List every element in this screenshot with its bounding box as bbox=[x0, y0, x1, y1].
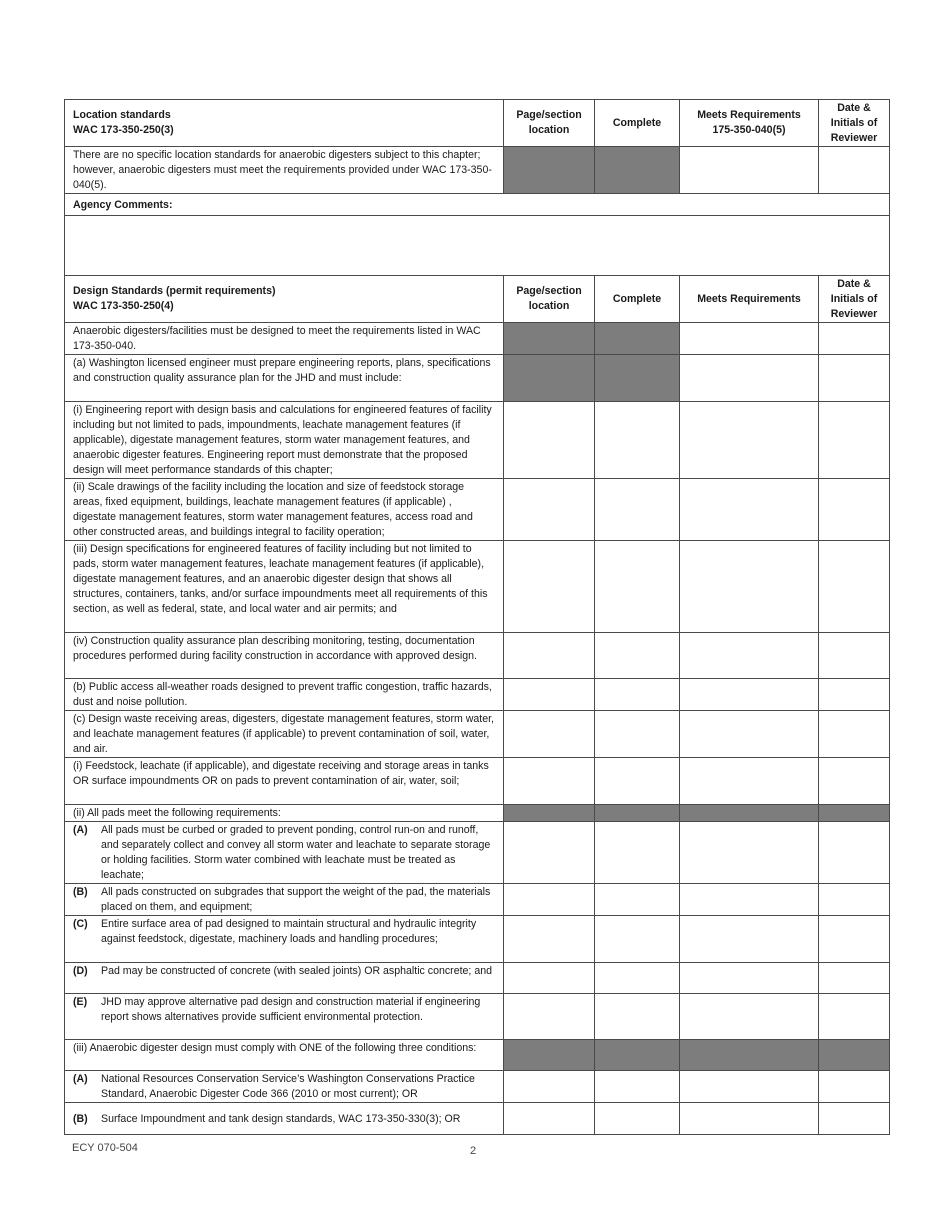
item-letter: (D) bbox=[73, 965, 88, 977]
page-cell[interactable] bbox=[504, 916, 595, 963]
reviewer-cell[interactable] bbox=[819, 994, 890, 1040]
row-text: (iv) Construction quality assurance plan describing monitoring, testing, documentation procedures performed during facility construction in accordance with approved design. bbox=[65, 633, 504, 679]
table-row bbox=[65, 994, 890, 1040]
meets-cell[interactable] bbox=[680, 758, 819, 805]
complete-cell[interactable] bbox=[595, 479, 680, 541]
design-header-row bbox=[65, 276, 890, 323]
item-letter: (C) bbox=[73, 918, 88, 930]
col-page-section: Page/section location bbox=[504, 100, 595, 147]
page-cell[interactable] bbox=[504, 963, 595, 994]
shaded-cell bbox=[680, 1040, 819, 1071]
reviewer-cell[interactable] bbox=[819, 758, 890, 805]
meets-cell[interactable] bbox=[680, 633, 819, 679]
table-row bbox=[65, 963, 890, 994]
row-text: There are no specific location standards for anaerobic digesters subject to this chapter; however, anaerobic digesters must meet the requirements provided under WAC 173-350-040(5). bbox=[65, 147, 504, 194]
agency-comments-field[interactable] bbox=[65, 216, 890, 276]
design-section-title: Design Standards (permit requirements) WAC 173-350-250(4) bbox=[65, 276, 504, 323]
meets-cell[interactable] bbox=[680, 711, 819, 758]
complete-cell[interactable] bbox=[595, 994, 680, 1040]
page-cell[interactable] bbox=[504, 633, 595, 679]
row-text: (i) Engineering report with design basis and calculations for engineered features of facility including but not limited to pads, impoundments, leachate management features (if applicable), digestate management features, storm water management features, and anaerobic digester features. Engineering report must demonstrate that the proposed design will meet performance standards of this chapter; bbox=[65, 402, 504, 479]
shaded-cell bbox=[504, 805, 595, 822]
condition-item bbox=[65, 1103, 504, 1135]
table-row bbox=[65, 758, 890, 805]
complete-cell[interactable] bbox=[595, 963, 680, 994]
reviewer-cell[interactable] bbox=[819, 679, 890, 711]
complete-cell[interactable] bbox=[595, 1071, 680, 1103]
complete-cell[interactable] bbox=[595, 633, 680, 679]
condition-item bbox=[65, 1071, 504, 1103]
complete-cell[interactable] bbox=[595, 916, 680, 963]
shaded-cell bbox=[504, 1040, 595, 1071]
table-row bbox=[65, 1071, 890, 1103]
item-letter: (B) bbox=[73, 1112, 88, 1125]
page-cell[interactable] bbox=[504, 884, 595, 916]
reviewer-cell[interactable] bbox=[819, 633, 890, 679]
reviewer-cell[interactable] bbox=[819, 402, 890, 479]
meets-cell[interactable] bbox=[680, 916, 819, 963]
complete-cell[interactable] bbox=[595, 402, 680, 479]
complete-cell[interactable] bbox=[595, 884, 680, 916]
item-text: Surface Impoundment and tank design standards, WAC 173-350-330(3); OR bbox=[101, 1112, 461, 1125]
col-complete: Complete bbox=[595, 100, 680, 147]
meets-cell[interactable] bbox=[680, 884, 819, 916]
row-text: (i) Feedstock, leachate (if applicable), and digestate receiving and storage areas in tanks OR surface impoundments OR on pads to prevent contamination of air, water, soil; bbox=[65, 758, 504, 805]
item-letter: (A) bbox=[73, 1073, 88, 1085]
row-text: (iii) Design specifications for engineered features of facility including but not limited to pads, storm water management features, leachate management features (if applicable), digestate management features, and an anaerobic digester design that shows all structures, containers, tanks, and/or surface impoundments meet all requirements of this section, as well as federal, state, and local water and air permits; and bbox=[65, 541, 504, 633]
row-text: (a) Washington licensed engineer must prepare engineering reports, plans, specifications and construction quality assurance plan for the JHD and must include: bbox=[65, 355, 504, 402]
complete-cell[interactable] bbox=[595, 541, 680, 633]
table-row bbox=[65, 822, 890, 884]
location-header-row bbox=[65, 100, 890, 147]
page-cell[interactable] bbox=[504, 822, 595, 884]
shaded-cell bbox=[595, 147, 680, 194]
table-row bbox=[65, 1040, 890, 1071]
page-cell[interactable] bbox=[504, 402, 595, 479]
pad-item bbox=[65, 916, 504, 963]
table-row bbox=[65, 884, 890, 916]
reviewer-cell[interactable] bbox=[819, 884, 890, 916]
complete-cell[interactable] bbox=[595, 758, 680, 805]
table-row bbox=[65, 355, 890, 402]
agency-comments-label: Agency Comments: bbox=[65, 194, 890, 216]
table-row bbox=[65, 916, 890, 963]
pad-item bbox=[65, 884, 504, 916]
requirements-table bbox=[64, 99, 890, 1135]
table-row bbox=[65, 147, 890, 194]
meets-cell[interactable] bbox=[680, 479, 819, 541]
reviewer-cell[interactable] bbox=[819, 1103, 890, 1135]
agency-comments-label-row bbox=[65, 194, 890, 216]
table-row bbox=[65, 805, 890, 822]
item-letter: (E) bbox=[73, 996, 88, 1008]
complete-cell[interactable] bbox=[595, 822, 680, 884]
pad-item bbox=[65, 994, 504, 1040]
shaded-cell bbox=[504, 147, 595, 194]
form-number: ECY 070-504 bbox=[72, 1142, 138, 1154]
shaded-cell bbox=[595, 1040, 680, 1071]
agency-comments-row bbox=[65, 216, 890, 276]
shaded-cell bbox=[595, 805, 680, 822]
meets-cell[interactable] bbox=[680, 1103, 819, 1135]
complete-cell[interactable] bbox=[595, 711, 680, 758]
meets-cell[interactable] bbox=[680, 355, 819, 402]
meets-cell[interactable] bbox=[680, 822, 819, 884]
meets-cell[interactable] bbox=[680, 402, 819, 479]
row-text: (iii) Anaerobic digester design must comply with ONE of the following three conditions: bbox=[65, 1040, 504, 1071]
table-row bbox=[65, 323, 890, 355]
table-row bbox=[65, 633, 890, 679]
meets-cell[interactable] bbox=[680, 963, 819, 994]
item-text: All pads constructed on subgrades that support the weight of the pad, the materials placed on them, and equipment; bbox=[101, 886, 491, 913]
item-text: All pads must be curbed or graded to prevent ponding, control run-on and runoff, and separately collect and convey all storm water and leachate to separate storage or holding facilities. Storm water combined with leachate must be treated as leachate; bbox=[101, 824, 491, 881]
reviewer-cell[interactable] bbox=[819, 355, 890, 402]
item-letter: (A) bbox=[73, 824, 88, 836]
meets-cell[interactable] bbox=[680, 147, 819, 194]
reviewer-cell[interactable] bbox=[819, 822, 890, 884]
item-text: JHD may approve alternative pad design and construction material if engineering report shows alternatives provide sufficient environmental protection. bbox=[101, 996, 481, 1023]
item-text: National Resources Conservation Service’s Washington Conservations Practice Standard, Anaerobic Digester Code 366 (2010 or most current); OR bbox=[101, 1073, 475, 1100]
page-cell[interactable] bbox=[504, 679, 595, 711]
table-row bbox=[65, 402, 890, 479]
col-meets-requirements: Meets Requirements 175-350-040(5) bbox=[680, 100, 819, 147]
item-text: Pad may be constructed of concrete (with sealed joints) OR asphaltic concrete; and bbox=[101, 965, 492, 977]
table-row bbox=[65, 1103, 890, 1135]
table-row bbox=[65, 679, 890, 711]
meets-cell[interactable] bbox=[680, 994, 819, 1040]
table-row bbox=[65, 479, 890, 541]
page-cell[interactable] bbox=[504, 541, 595, 633]
col-page-section: Page/section location bbox=[504, 276, 595, 323]
page-cell[interactable] bbox=[504, 479, 595, 541]
page-cell[interactable] bbox=[504, 1071, 595, 1103]
item-text: Entire surface area of pad designed to maintain structural and hydraulic integrity against feedstock, digestate, machinery loads and handling procedures; bbox=[101, 918, 477, 945]
row-text: Anaerobic digesters/facilities must be designed to meet the requirements listed in WAC 173-350-040. bbox=[65, 323, 504, 355]
col-meets-requirements: Meets Requirements bbox=[680, 276, 819, 323]
page-cell[interactable] bbox=[504, 758, 595, 805]
reviewer-cell[interactable] bbox=[819, 711, 890, 758]
page-cell[interactable] bbox=[504, 994, 595, 1040]
meets-cell[interactable] bbox=[680, 679, 819, 711]
row-text: (b) Public access all-weather roads designed to prevent traffic congestion, traffic hazards, dust and noise pollution. bbox=[65, 679, 504, 711]
shaded-cell bbox=[504, 323, 595, 355]
page-number: 2 bbox=[470, 1145, 477, 1157]
meets-cell[interactable] bbox=[680, 1071, 819, 1103]
reviewer-cell[interactable] bbox=[819, 916, 890, 963]
col-complete: Complete bbox=[595, 276, 680, 323]
reviewer-cell[interactable] bbox=[819, 323, 890, 355]
pad-item bbox=[65, 963, 504, 994]
complete-cell[interactable] bbox=[595, 679, 680, 711]
pad-item bbox=[65, 822, 504, 884]
reviewer-cell[interactable] bbox=[819, 479, 890, 541]
item-letter: (B) bbox=[73, 886, 88, 898]
shaded-cell bbox=[595, 323, 680, 355]
page-cell[interactable] bbox=[504, 711, 595, 758]
shaded-cell bbox=[680, 805, 819, 822]
meets-cell[interactable] bbox=[680, 323, 819, 355]
row-text: (ii) All pads meet the following requirements: bbox=[65, 805, 504, 822]
reviewer-cell[interactable] bbox=[819, 147, 890, 194]
col-date-initials: Date & Initials of Reviewer bbox=[819, 276, 890, 323]
meets-cell[interactable] bbox=[680, 541, 819, 633]
shaded-cell bbox=[819, 1040, 890, 1071]
reviewer-cell[interactable] bbox=[819, 541, 890, 633]
shaded-cell bbox=[504, 355, 595, 402]
page-cell[interactable] bbox=[504, 1103, 595, 1135]
reviewer-cell[interactable] bbox=[819, 963, 890, 994]
col-date-initials: Date & Initials of Reviewer bbox=[819, 100, 890, 147]
reviewer-cell[interactable] bbox=[819, 1071, 890, 1103]
row-text: (ii) Scale drawings of the facility including the location and size of feedstock storage areas, fixed equipment, buildings, leachate management features (if applicable) , digestate management features, storm water management features, access road and other constructed areas, and buildings integral to facility operation; bbox=[65, 479, 504, 541]
row-text: (c) Design waste receiving areas, digesters, digestate management features, storm water, and leachate management features (if applicable) to prevent contamination of soil, water, and air. bbox=[65, 711, 504, 758]
table-row bbox=[65, 711, 890, 758]
shaded-cell bbox=[819, 805, 890, 822]
table-row bbox=[65, 541, 890, 633]
complete-cell[interactable] bbox=[595, 1103, 680, 1135]
shaded-cell bbox=[595, 355, 680, 402]
location-section-title: Location standards WAC 173-350-250(3) bbox=[65, 100, 504, 147]
